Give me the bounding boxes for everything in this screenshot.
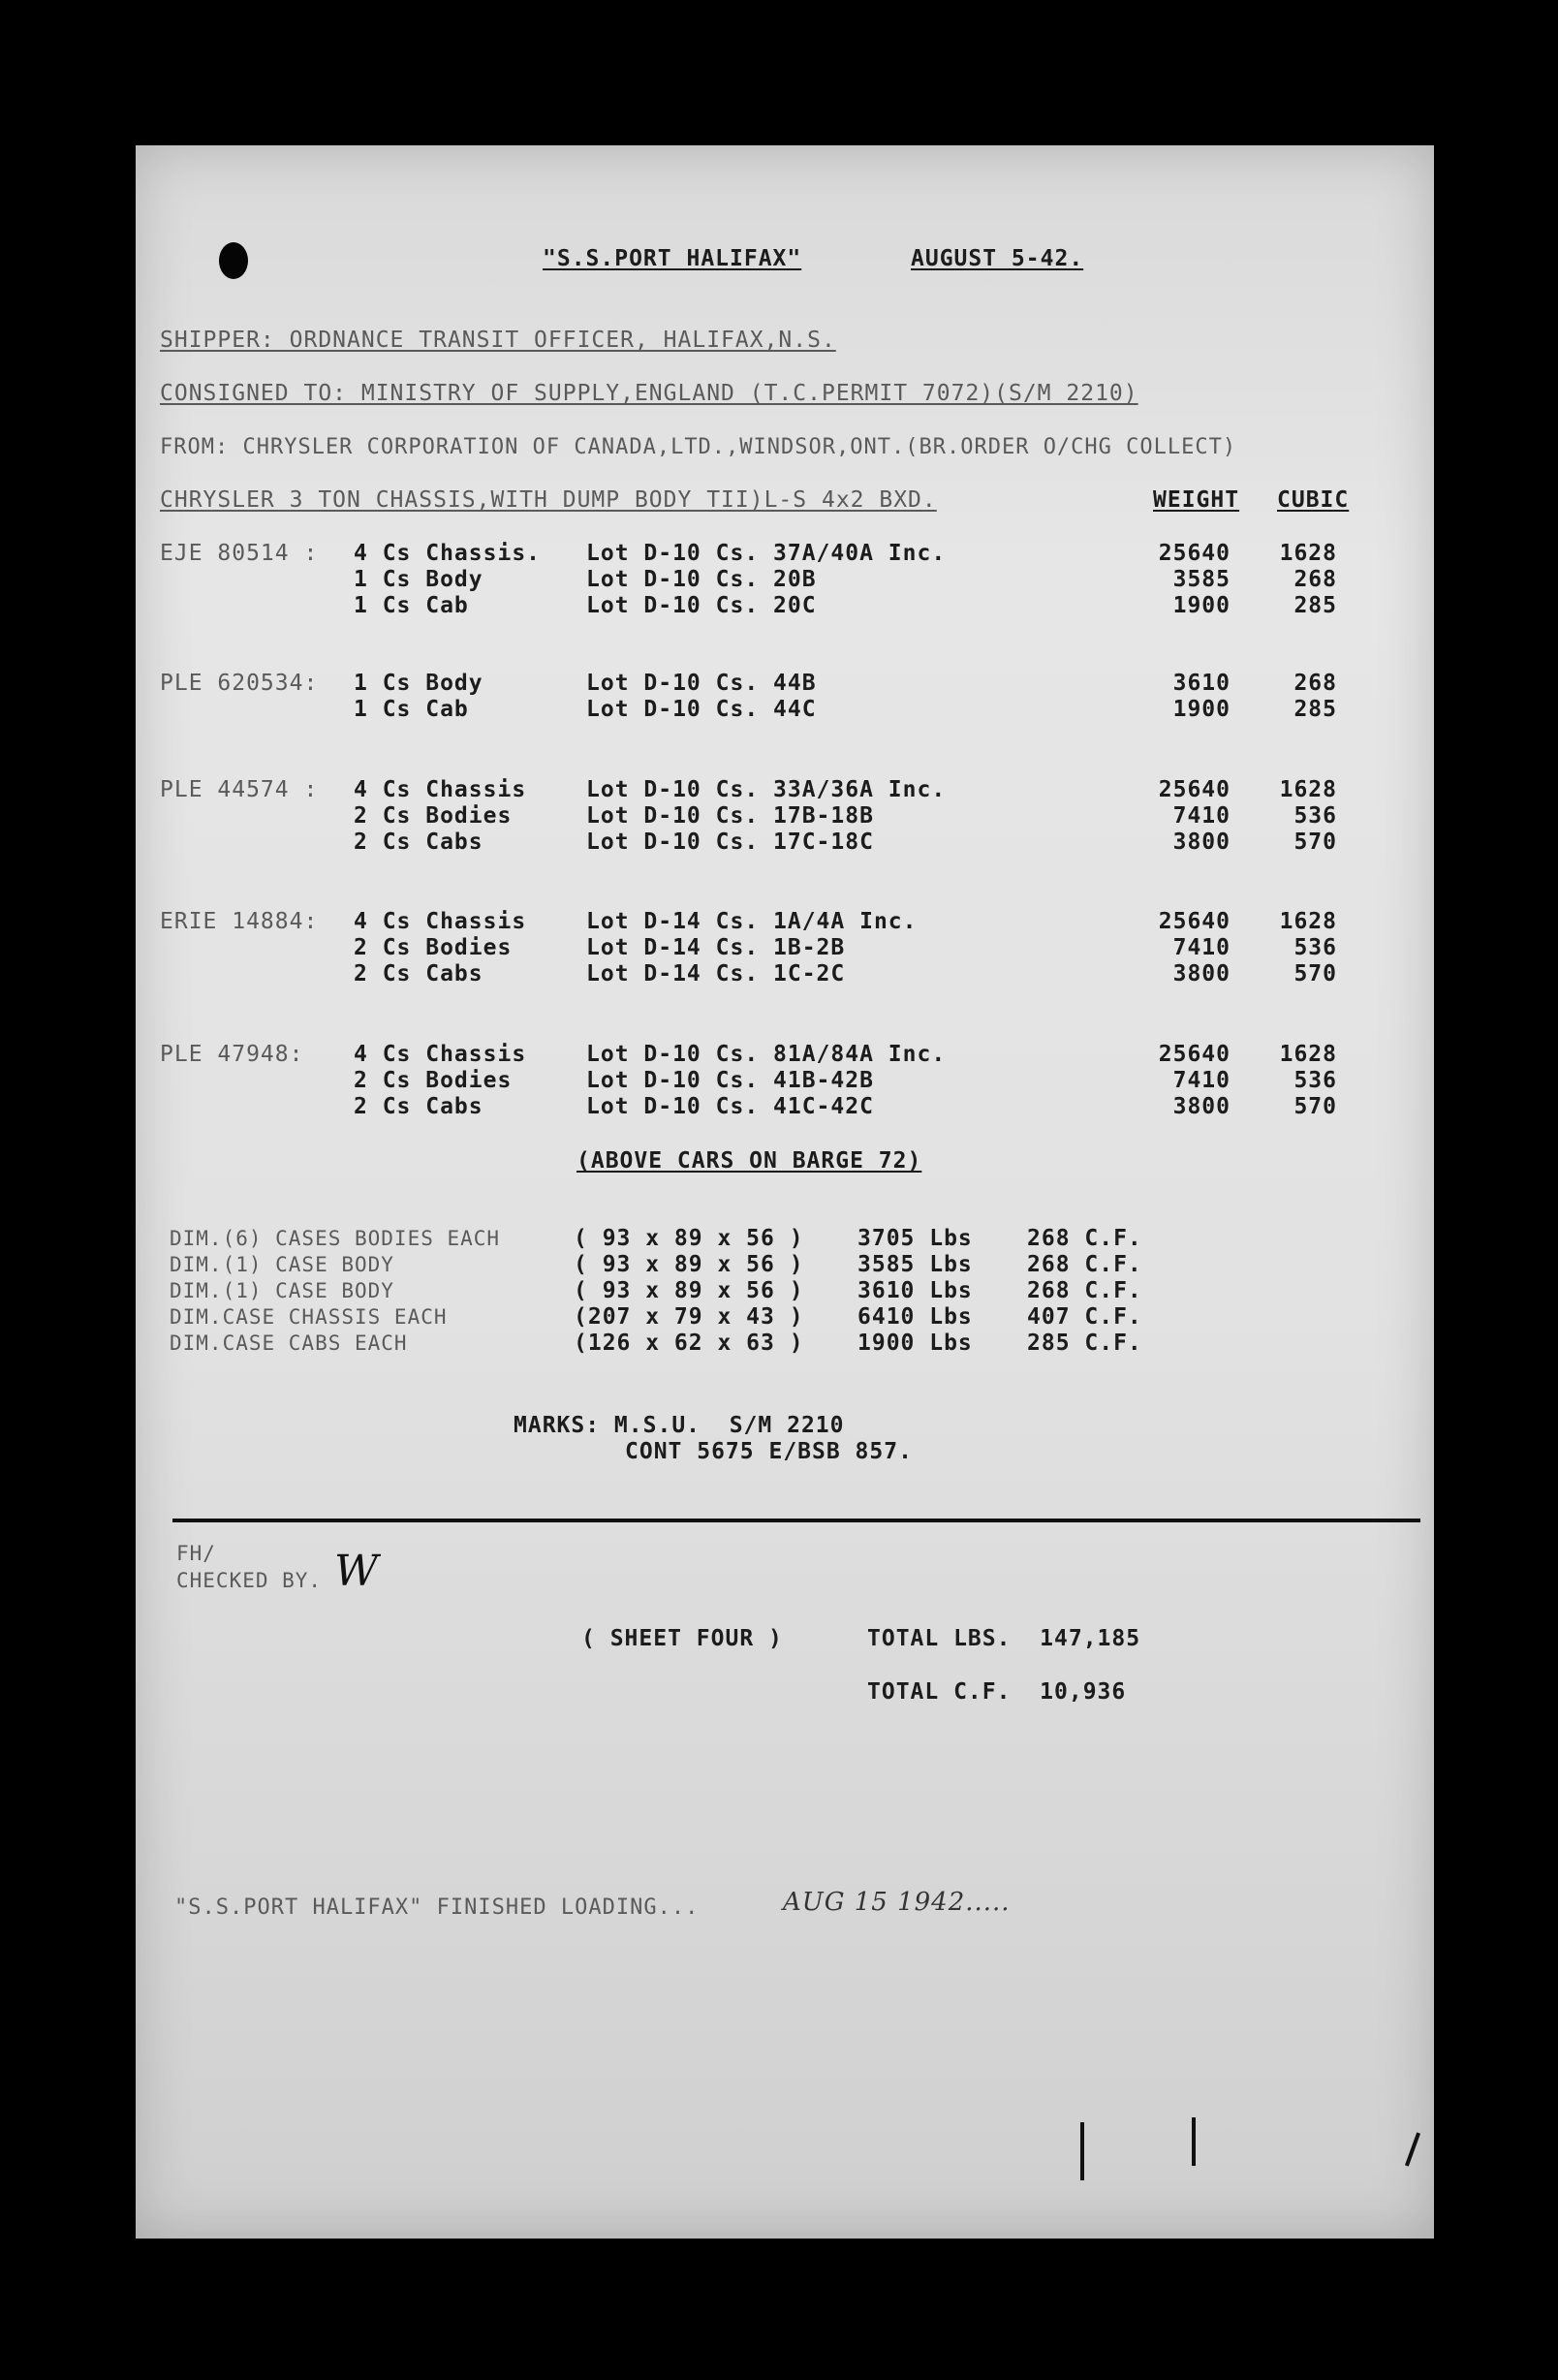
- shipping-marks: MARKS: M.S.U. S/M 2210: [514, 1413, 845, 1438]
- consigned-line: CONSIGNED TO: MINISTRY OF SUPPLY,ENGLAND (T.C.PERMIT 7072)(S/M 2210): [160, 381, 1138, 406]
- weight-value: 25640: [1158, 1042, 1231, 1067]
- case-description: 2 Cs Bodies: [354, 803, 513, 829]
- loading-finished-note: "S.S.PORT HALIFAX" FINISHED LOADING...: [174, 1895, 700, 1920]
- dimension-label: DIM.CASE CHASSIS EACH: [170, 1305, 448, 1329]
- case-description: 4 Cs Chassis: [354, 777, 527, 802]
- dimension-size: ( 93 x 89 x 56 ): [574, 1278, 804, 1303]
- pencil-mark: [1080, 2122, 1084, 2180]
- total-cubic: TOTAL C.F. 10,936: [867, 1679, 1127, 1705]
- case-description: 4 Cs Chassis.: [354, 541, 542, 566]
- dimension-size: ( 93 x 89 x 56 ): [574, 1252, 804, 1277]
- dimension-cubic: 268 C.F.: [1027, 1226, 1142, 1251]
- dimension-cubic: 268 C.F.: [1027, 1278, 1142, 1303]
- lot-reference: Lot D-10 Cs. 20C: [586, 593, 817, 618]
- case-description: 1 Cs Cab: [354, 697, 469, 722]
- cubic-value: 1628: [1279, 909, 1337, 934]
- pencil-mark: [1405, 2132, 1420, 2166]
- checker-signature: W: [334, 1547, 380, 1596]
- dimension-cubic: 285 C.F.: [1027, 1331, 1142, 1356]
- weight-value: 7410: [1172, 803, 1231, 829]
- shipping-marks-continued: CONT 5675 E/BSB 857.: [625, 1439, 913, 1464]
- case-description: 2 Cs Bodies: [354, 1068, 513, 1093]
- weight-value: 1900: [1172, 697, 1231, 722]
- weight-value: 3585: [1172, 567, 1231, 592]
- typist-initials: FH/: [176, 1542, 216, 1565]
- lot-reference: Lot D-10 Cs. 20B: [586, 567, 817, 592]
- cubic-value: 285: [1293, 593, 1337, 618]
- lot-reference: Lot D-10 Cs. 17B-18B: [586, 803, 874, 829]
- car-id: PLE 47948:: [160, 1042, 304, 1067]
- dimension-size: (207 x 79 x 43 ): [574, 1304, 804, 1330]
- dimension-label: DIM.(1) CASE BODY: [170, 1253, 394, 1276]
- car-id: PLE 620534:: [160, 671, 319, 696]
- punch-hole: [219, 242, 248, 279]
- from-line: FROM: CHRYSLER CORPORATION OF CANADA,LTD.,WINDSOR,ONT.(BR.ORDER O/CHG COLLECT): [160, 435, 1237, 459]
- lot-reference: Lot D-10 Cs. 41B-42B: [586, 1068, 874, 1093]
- lot-reference: Lot D-14 Cs. 1A/4A Inc.: [586, 909, 918, 934]
- shipper-line: SHIPPER: ORDNANCE TRANSIT OFFICER, HALIFAX,N.S.: [160, 328, 836, 353]
- cubic-value: 268: [1293, 671, 1337, 696]
- lot-reference: Lot D-14 Cs. 1B-2B: [586, 935, 846, 960]
- case-description: 1 Cs Body: [354, 567, 483, 592]
- cubic-value: 1628: [1279, 1042, 1337, 1067]
- sheet-number: ( SHEET FOUR ): [581, 1626, 783, 1651]
- case-description: 1 Cs Cab: [354, 593, 469, 618]
- dimension-weight: 1900 Lbs: [857, 1331, 973, 1356]
- lot-reference: Lot D-10 Cs. 41C-42C: [586, 1094, 874, 1119]
- lot-reference: Lot D-10 Cs. 17C-18C: [586, 830, 874, 855]
- document-page: [136, 145, 1434, 2239]
- weight-value: 1900: [1172, 593, 1231, 618]
- dimension-size: ( 93 x 89 x 56 ): [574, 1226, 804, 1251]
- weight-value: 3800: [1172, 830, 1231, 855]
- loading-finished-date: AUG 15 1942.....: [783, 1888, 1011, 1917]
- total-weight: TOTAL LBS. 147,185: [867, 1626, 1141, 1651]
- case-description: 1 Cs Body: [354, 671, 483, 696]
- weight-value: 3800: [1172, 961, 1231, 986]
- dimension-label: DIM.(6) CASES BODIES EACH: [170, 1227, 501, 1250]
- cubic-value: 536: [1293, 803, 1337, 829]
- item-heading: CHRYSLER 3 TON CHASSIS,WITH DUMP BODY TII)L-S 4x2 BXD.: [160, 487, 937, 513]
- ship-title: "S.S.PORT HALIFAX": [543, 246, 802, 271]
- cubic-value: 285: [1293, 697, 1337, 722]
- divider-line: [172, 1519, 1420, 1522]
- dimension-weight: 3705 Lbs: [857, 1226, 973, 1251]
- cubic-value: 1628: [1279, 541, 1337, 566]
- dimension-size: (126 x 62 x 63 ): [574, 1331, 804, 1356]
- dimension-weight: 3585 Lbs: [857, 1252, 973, 1277]
- dimension-weight: 6410 Lbs: [857, 1304, 973, 1330]
- lot-reference: Lot D-10 Cs. 37A/40A Inc.: [586, 541, 947, 566]
- dimension-cubic: 407 C.F.: [1027, 1304, 1142, 1330]
- dimension-cubic: 268 C.F.: [1027, 1252, 1142, 1277]
- cubic-value: 570: [1293, 1094, 1337, 1119]
- cubic-value: 570: [1293, 830, 1337, 855]
- cubic-value: 570: [1293, 961, 1337, 986]
- car-id: PLE 44574 :: [160, 777, 319, 802]
- weight-value: 3800: [1172, 1094, 1231, 1119]
- weight-value: 7410: [1172, 1068, 1231, 1093]
- cubic-column-header: CUBIC: [1277, 487, 1350, 513]
- case-description: 2 Cs Bodies: [354, 935, 513, 960]
- lot-reference: Lot D-10 Cs. 44B: [586, 671, 817, 696]
- weight-column-header: WEIGHT: [1153, 487, 1240, 513]
- case-description: 4 Cs Chassis: [354, 1042, 527, 1067]
- car-id: ERIE 14884:: [160, 909, 319, 934]
- lot-reference: Lot D-10 Cs. 44C: [586, 697, 817, 722]
- car-id: EJE 80514 :: [160, 541, 319, 566]
- lot-reference: Lot D-14 Cs. 1C-2C: [586, 961, 846, 986]
- dimension-weight: 3610 Lbs: [857, 1278, 973, 1303]
- barge-note: (ABOVE CARS ON BARGE 72): [576, 1148, 922, 1174]
- case-description: 2 Cs Cabs: [354, 830, 483, 855]
- case-description: 2 Cs Cabs: [354, 1094, 483, 1119]
- cubic-value: 536: [1293, 935, 1337, 960]
- pencil-mark: [1192, 2117, 1196, 2166]
- weight-value: 7410: [1172, 935, 1231, 960]
- weight-value: 25640: [1158, 541, 1231, 566]
- weight-value: 25640: [1158, 909, 1231, 934]
- weight-value: 25640: [1158, 777, 1231, 802]
- case-description: 4 Cs Chassis: [354, 909, 527, 934]
- dimension-label: DIM.CASE CABS EACH: [170, 1331, 408, 1355]
- document-date: AUGUST 5-42.: [911, 246, 1084, 271]
- cubic-value: 536: [1293, 1068, 1337, 1093]
- dimension-label: DIM.(1) CASE BODY: [170, 1279, 394, 1302]
- cubic-value: 268: [1293, 567, 1337, 592]
- weight-value: 3610: [1172, 671, 1231, 696]
- cubic-value: 1628: [1279, 777, 1337, 802]
- lot-reference: Lot D-10 Cs. 33A/36A Inc.: [586, 777, 947, 802]
- checked-by-label: CHECKED BY.: [176, 1569, 323, 1592]
- lot-reference: Lot D-10 Cs. 81A/84A Inc.: [586, 1042, 947, 1067]
- case-description: 2 Cs Cabs: [354, 961, 483, 986]
